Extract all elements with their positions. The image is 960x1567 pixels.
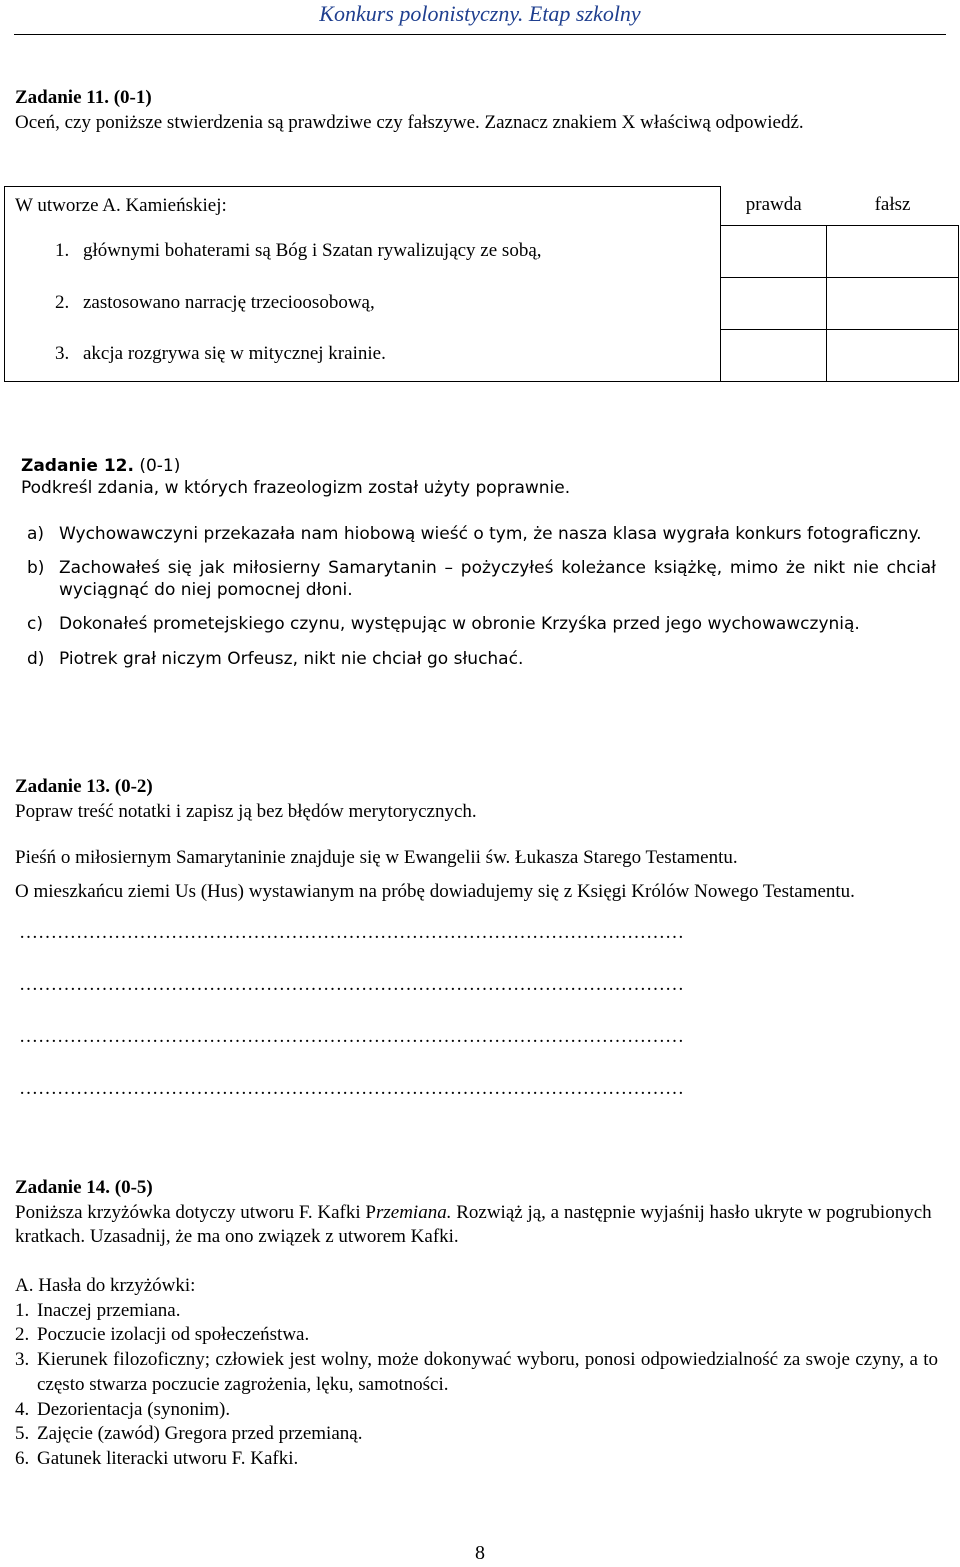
hint-text: Gatunek literacki utworu F. Kafki. <box>37 1447 299 1469</box>
option-b[interactable] <box>21 557 936 601</box>
task-14-instruction-rest: Rozwiąż ją, a następnie wyjaśnij hasło ukryte w pogrubionych kratkach. Uzasadnij, że ma ono związek z utworem Kafki. <box>15 1201 932 1248</box>
option-label: a) <box>27 524 45 545</box>
hints-heading: A. Hasła do krzyżówki: <box>15 1275 196 1297</box>
statement-number: 2. <box>55 291 70 313</box>
hint-number: 5. <box>15 1423 30 1445</box>
true-false-table <box>4 186 959 382</box>
hint-number: 2. <box>15 1324 30 1346</box>
table-lead: W utworze A. Kamieńskiej: <box>5 187 721 226</box>
hint-text: Zajęcie (zawód) Gregora przed przemianą. <box>37 1423 363 1445</box>
header-divider <box>14 34 946 35</box>
option-text: Piotrek grał niczym Orfeusz, nikt nie chciał go słuchać. <box>59 648 524 669</box>
answer-line[interactable]: …………………………………………………………………………………………… <box>19 922 684 944</box>
task-14-instruction-text: Poniższa krzyżówka dotyczy utworu F. Kafki P <box>15 1201 376 1223</box>
task-11 <box>15 86 938 135</box>
statement-cell <box>5 225 721 277</box>
column-true-header: prawda <box>745 194 802 216</box>
answer-false-cell[interactable] <box>827 329 959 381</box>
statement-cell <box>5 329 721 381</box>
statement-text: zastosowano narrację trzecioosobową, <box>83 291 375 313</box>
statement-number: 3. <box>55 343 70 365</box>
answer-true-cell[interactable] <box>721 225 827 277</box>
list-item <box>15 1348 938 1397</box>
answer-line[interactable]: …………………………………………………………………………………………… <box>19 1078 684 1100</box>
answer-true-cell[interactable] <box>721 277 827 329</box>
task-11-instruction: Oceń, czy poniższe stwierdzenia są prawdziwe czy fałszywe. Zaznacz znakiem X właściwą odpowiedź. <box>15 111 804 133</box>
task-12-title <box>21 455 936 477</box>
answer-true-cell[interactable] <box>721 329 827 381</box>
hint-number: 3. <box>15 1349 30 1371</box>
task-14 <box>15 1176 938 1472</box>
task-13-title: Zadanie 13. (0-2) <box>15 776 153 797</box>
statement-number: 1. <box>55 239 70 261</box>
note-line-2: O mieszkańcu ziemi Us (Hus) wystawianym na próbę dowiadujemy się z Księgi Królów Nowego Testamentu. <box>15 881 855 903</box>
answer-line[interactable]: …………………………………………………………………………………………… <box>19 974 684 996</box>
list-item <box>15 1323 938 1348</box>
table-header-row <box>5 187 959 226</box>
option-label: d) <box>27 648 45 669</box>
list-item <box>15 1447 938 1472</box>
statement-text: głównymi bohaterami są Bóg i Szatan rywalizujący ze sobą, <box>83 239 542 261</box>
page-header: Konkurs polonistyczny. Etap szkolny <box>319 1 641 26</box>
hint-number: 4. <box>15 1398 30 1420</box>
hints-list <box>15 1299 938 1472</box>
answer-line[interactable]: …………………………………………………………………………………………… <box>19 1026 684 1048</box>
task-14-work-title: rzemiana. <box>375 1201 452 1223</box>
task-14-instruction <box>15 1201 938 1250</box>
task-11-title: Zadanie 11. (0-1) <box>15 87 152 108</box>
list-item <box>15 1398 938 1423</box>
table-row <box>5 329 959 381</box>
table-row <box>5 277 959 329</box>
task-14-title: Zadanie 14. (0-5) <box>15 1177 153 1198</box>
answer-false-cell[interactable] <box>827 277 959 329</box>
hint-text: Kierunek filozoficzny; człowiek jest wolny, może dokonywać wyboru, ponosi odpowiedzialność za swoje czyny, a to często stwarza poczucie zagrożenia, lęku, samotności. <box>37 1349 938 1395</box>
option-label: c) <box>27 614 43 635</box>
task-13 <box>15 775 938 1107</box>
option-a[interactable] <box>21 523 936 545</box>
task-12-instruction: Podkreśl zdania, w których frazeologizm został użyty poprawnie. <box>21 478 571 499</box>
option-label: b) <box>27 558 45 579</box>
task-12-title-bold: Zadanie 12. <box>21 456 134 476</box>
hint-text: Poczucie izolacji od społeczeństwa. <box>37 1324 310 1346</box>
hint-text: Inaczej przemiana. <box>37 1299 181 1321</box>
table-row <box>5 225 959 277</box>
list-item <box>15 1422 938 1447</box>
task-12-title-points: (0-1) <box>133 456 181 476</box>
answer-false-cell[interactable] <box>827 225 959 277</box>
answer-area[interactable] <box>15 921 938 1107</box>
statement-cell <box>5 277 721 329</box>
task-13-instruction: Popraw treść notatki i zapisz ją bez błędów merytorycznych. <box>15 800 477 822</box>
statement-text: akcja rozgrywa się w mitycznej krainie. <box>83 343 386 365</box>
option-c[interactable] <box>21 613 936 635</box>
option-text: Wychowawczyni przekazała nam hiobową wieść o tym, że nasza klasa wygrała konkurs fotograficzny. <box>59 524 922 545</box>
option-text: Zachowałeś się jak miłosierny Samarytanin – pożyczyłeś koleżance książkę, mimo że nikt nie chciał wyciągnąć do niej pomocnej dłoni. <box>59 558 936 601</box>
hint-text: Dezorientacja (synonim). <box>37 1398 231 1420</box>
page-number: 8 <box>475 1542 485 1564</box>
task-12 <box>21 455 936 670</box>
hint-number: 6. <box>15 1447 30 1469</box>
option-text: Dokonałeś prometejskiego czynu, występując w obronie Krzyśka przed jego wychowawczynią. <box>59 614 860 635</box>
option-d[interactable] <box>21 648 936 670</box>
list-item <box>15 1299 938 1324</box>
hint-number: 1. <box>15 1299 30 1321</box>
note-line-1: Pieśń o miłosiernym Samarytaninie znajduje się w Ewangelii św. Łukasza Starego Testamentu. <box>15 847 738 869</box>
column-false-header: fałsz <box>874 194 911 216</box>
